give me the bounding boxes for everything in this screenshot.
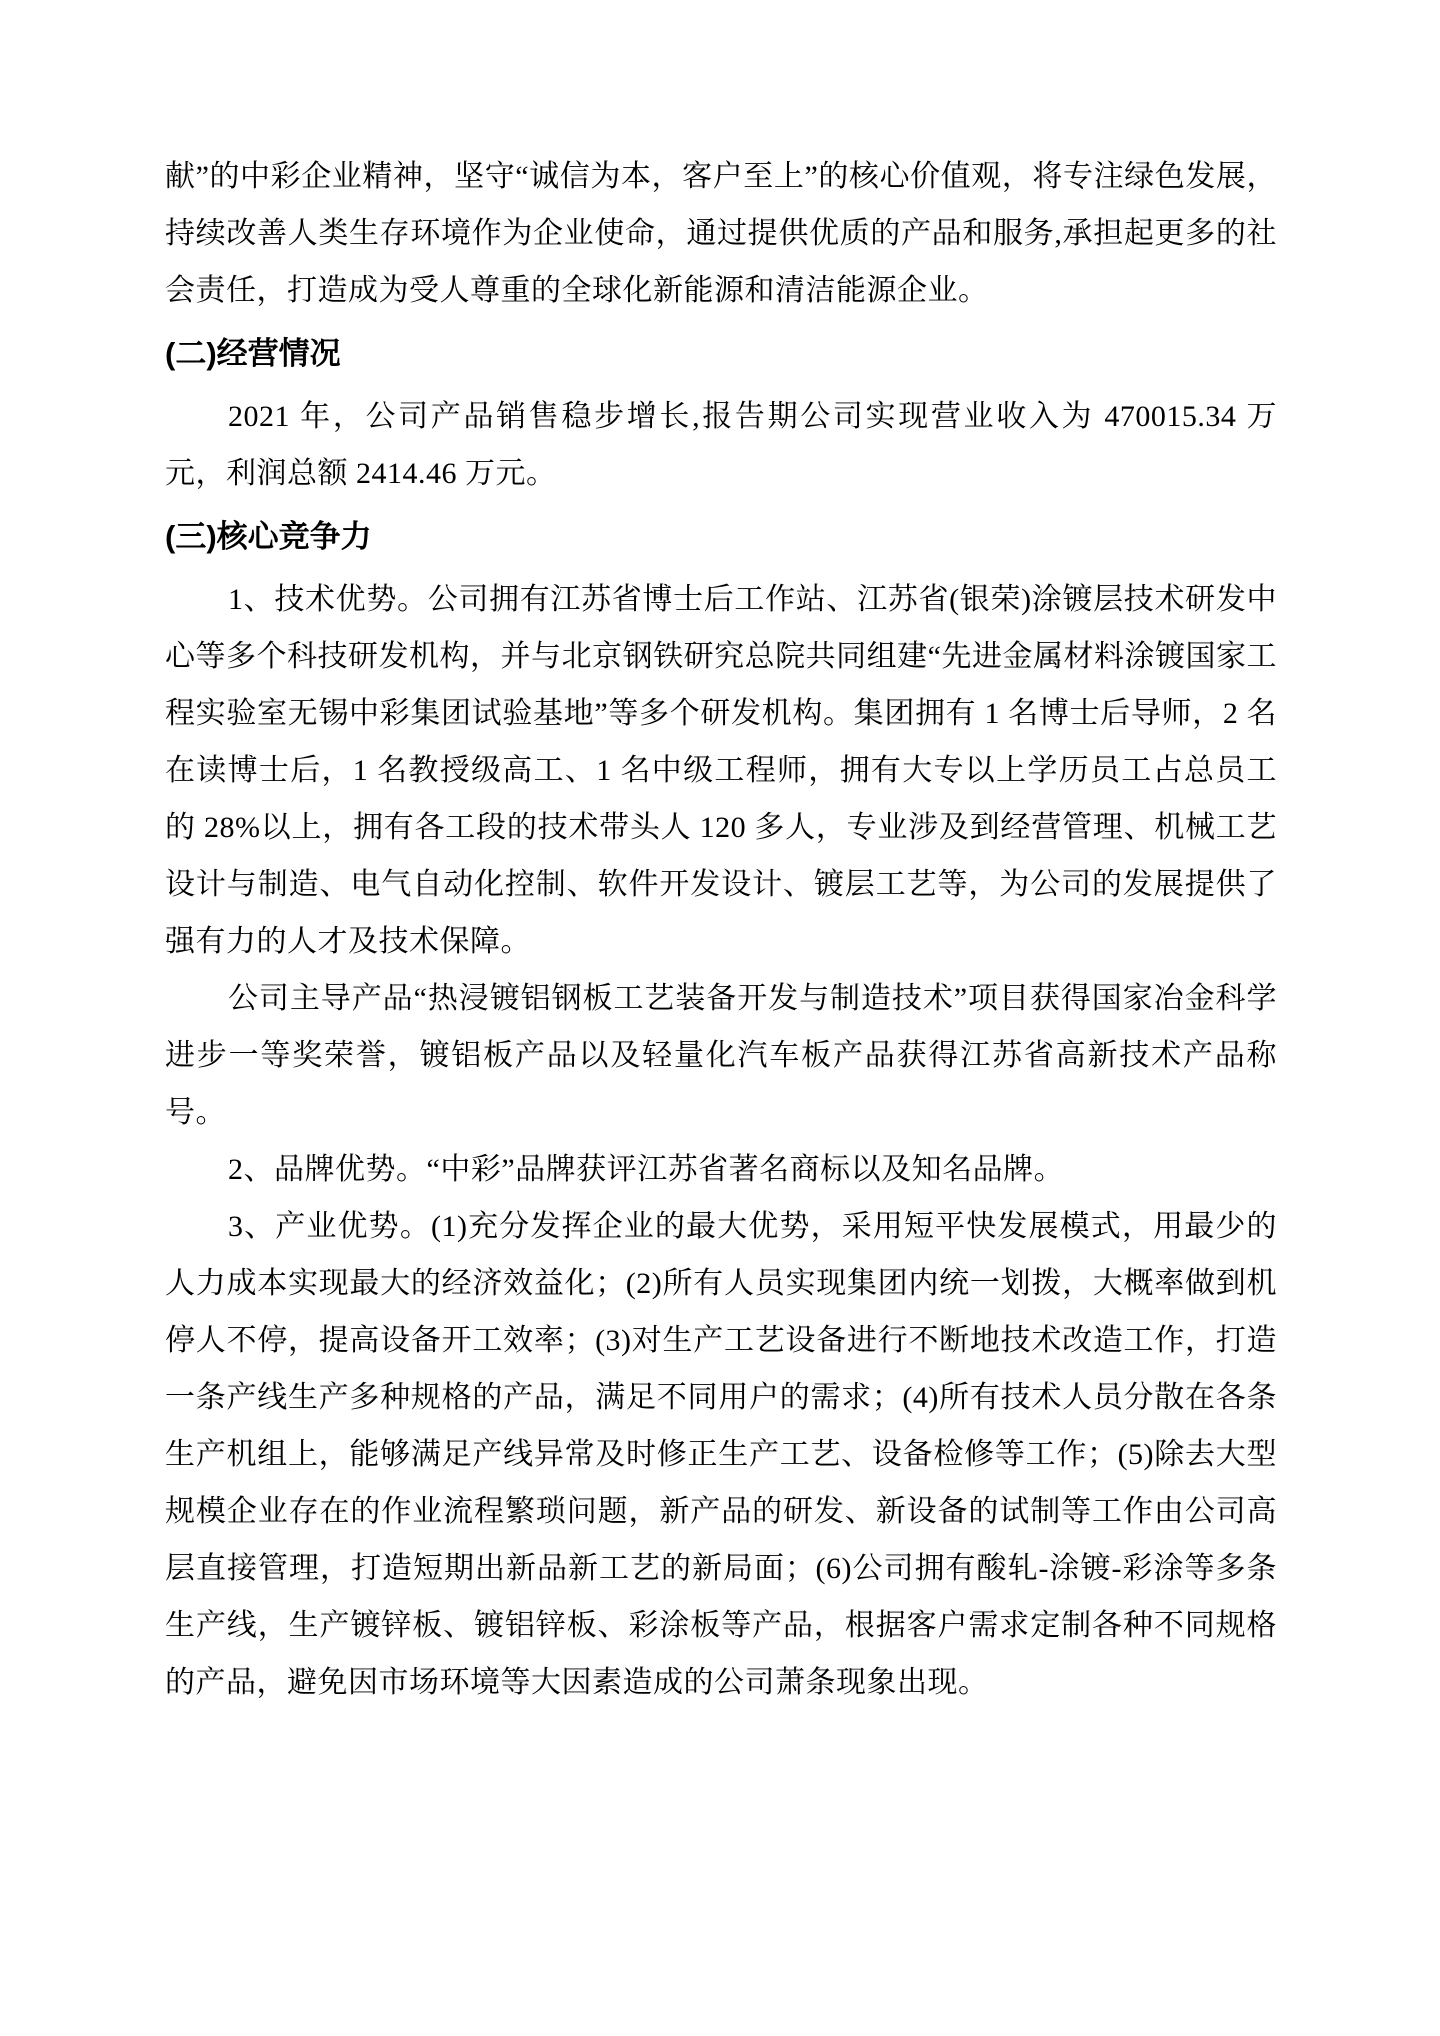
paragraph-industry-advantage: 3、产业优势。(1)充分发挥企业的最大优势，采用短平快发展模式，用最少的人力成本实现最大的经济效益化；(2)所有人员实现集团内统一划拨，大概率做到机停人不停，提高设备开工效率；(3)对生产工艺设备进行不断地技术改造工作，打造一条产线生产多种规格的产品，满足不同用户的需求；(4)所有技术人员分散在各条生产机组上，能够满足产线异常及时修正生产工艺、设备检修等工作；(5)除去大型规模企业存在的作业流程繁琐问题，新产品的研发、新设备的试制等工作由公司高层直接管理，打造短期出新品新工艺的新局面；(6)公司拥有酸轧-涂镀-彩涂等多条生产线，生产镀锌板、镀铝锌板、彩涂板等产品，根据客户需求定制各种不同规格的产品，避免因市场环境等大因素造成的公司萧条现象出现。: [165, 1210, 1277, 1699]
heading-core-competitiveness: (三)核心竞争力: [165, 519, 372, 554]
paragraph-brand-advantage: 2、品牌优势。“中彩”品牌获评江苏省著名商标以及知名品牌。: [228, 1153, 1065, 1186]
paragraph-company-spirit: 献”的中彩企业精神，坚守“诚信为本，客户至上”的核心价值观，将专注绿色发展，持续改善人类生存环境作为企业使命，通过提供优质的产品和服务,承担起更多的社会责任，打造成为受人尊重的全球化新能源和清洁能源企业。: [165, 160, 1277, 307]
paragraph-leading-products: 公司主导产品“热浸镀铝钢板工艺装备开发与制造技术”项目获得国家冶金科学进步一等奖荣誉，镀铝板产品以及轻量化汽车板产品获得江苏省高新技术产品称号。: [165, 982, 1277, 1129]
paragraph-technical-advantage: 1、技术优势。公司拥有江苏省博士后工作站、江苏省(银荣)涂镀层技术研发中心等多个科技研发机构，并与北京钢铁研究总院共同组建“先进金属材料涂镀国家工程实验室无锡中彩集团试验基地”等多个研发机构。集团拥有 1 名博士后导师，2 名在读博士后，1 名教授级高工、1 名中级工程师，拥有大专以上学历员工占总员工的 28%以上，拥有各工段的技术带头人 120 多人，专业涉及到经营管理、机械工艺设计与制造、电气自动化控制、软件开发设计、镀层工艺等，为公司的发展提供了强有力的人才及技术保障。: [165, 583, 1277, 958]
heading-operating-situation: (二)经营情况: [165, 336, 341, 371]
paragraph-operating-results: 2021 年，公司产品销售稳步增长,报告期公司实现营业收入为 470015.34 万元，利润总额 2414.46 万元。: [165, 400, 1277, 490]
